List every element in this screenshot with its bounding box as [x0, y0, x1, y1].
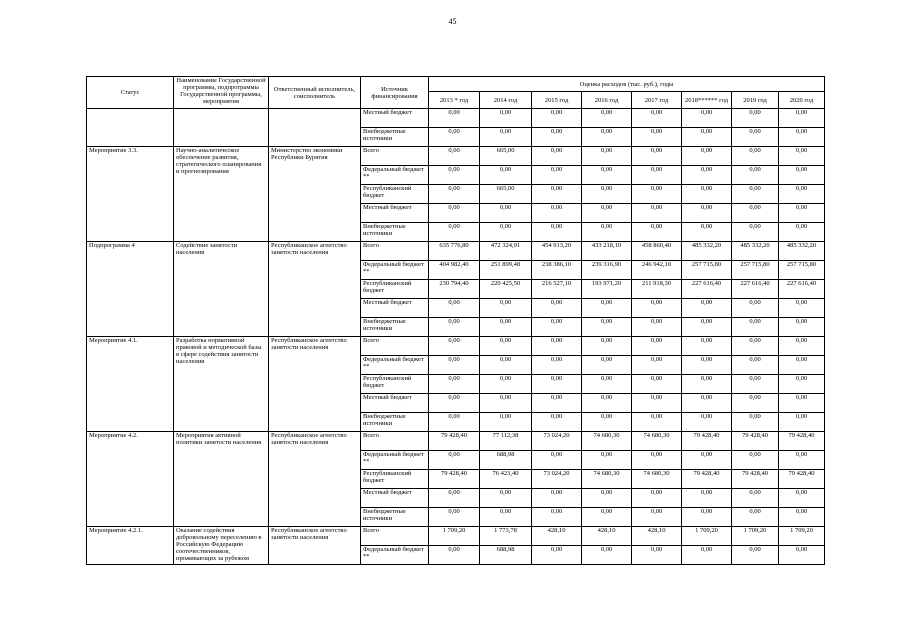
row-value: 1 773,78 [480, 527, 532, 546]
table-row [87, 432, 825, 451]
row-value: 0,00 [532, 508, 582, 527]
row-executor: Республиканское агентство занятости населения [269, 432, 361, 527]
page-number: 45 [448, 17, 457, 26]
row-value: 0,00 [632, 394, 682, 413]
row-value: 227 616,40 [779, 280, 825, 299]
row-value: 404 982,40 [429, 261, 480, 280]
row-value: 0,00 [682, 147, 732, 166]
row-value: 251 899,48 [480, 261, 532, 280]
table-body [87, 109, 825, 565]
row-value: 0,00 [532, 413, 582, 432]
row-source: Внебюджетные источники [361, 318, 429, 337]
row-value: 0,00 [582, 451, 632, 470]
row-value: 0,00 [682, 166, 732, 185]
row-value: 0,00 [480, 204, 532, 223]
row-value: 0,00 [429, 394, 480, 413]
row-value: 0,00 [732, 489, 779, 508]
row-value: 0,00 [532, 185, 582, 204]
row-value: 0,00 [582, 128, 632, 147]
header-year: 2013 * год [429, 92, 480, 109]
row-value: 0,00 [732, 546, 779, 565]
row-value: 0,00 [682, 451, 732, 470]
row-value: 0,00 [682, 204, 732, 223]
row-value: 0,00 [582, 166, 632, 185]
row-status: Мероприятие 4.1. [87, 337, 174, 432]
row-value: 257 715,80 [779, 261, 825, 280]
row-source: Всего [361, 432, 429, 451]
row-value: 0,00 [682, 223, 732, 242]
row-value: 0,00 [532, 489, 582, 508]
table-viewport [86, 76, 826, 578]
row-value: 0,00 [732, 128, 779, 147]
row-status [87, 109, 174, 147]
row-value: 635 776,80 [429, 242, 480, 261]
row-value: 77 112,38 [480, 432, 532, 451]
row-value: 0,00 [632, 508, 682, 527]
row-value: 0,00 [480, 413, 532, 432]
row-value: 0,00 [429, 375, 480, 394]
row-value: 0,00 [429, 451, 480, 470]
row-value: 246 942,10 [632, 261, 682, 280]
row-value: 0,00 [582, 356, 632, 375]
header-year: 2017 год [632, 92, 682, 109]
row-value: 0,00 [429, 223, 480, 242]
row-value: 0,00 [682, 508, 732, 527]
row-value: 74 680,30 [632, 470, 682, 489]
row-source: Внебюджетные источники [361, 413, 429, 432]
row-status: Мероприятие 4.2. [87, 432, 174, 527]
row-value: 0,00 [532, 337, 582, 356]
row-value: 0,00 [480, 356, 532, 375]
row-value: 0,00 [632, 489, 682, 508]
row-value: 0,00 [732, 413, 779, 432]
row-value: 0,00 [429, 185, 480, 204]
header-source: Источник финансирования [361, 77, 429, 109]
row-value: 0,00 [779, 147, 825, 166]
row-value: 0,00 [429, 166, 480, 185]
row-value: 0,00 [532, 546, 582, 565]
row-value: 238 386,10 [532, 261, 582, 280]
row-value: 0,00 [532, 204, 582, 223]
header-executor: Ответственный исполнитель, соисполнитель [269, 77, 361, 109]
row-value: 0,00 [582, 375, 632, 394]
row-value: 79 428,40 [779, 470, 825, 489]
row-source: Республиканский бюджет [361, 375, 429, 394]
row-source: Федеральный бюджет ** [361, 546, 429, 565]
row-value: 0,00 [632, 337, 682, 356]
row-value: 227 616,40 [682, 280, 732, 299]
row-name [174, 109, 269, 147]
row-name: Содействие занятости населения [174, 242, 269, 337]
row-value: 0,00 [732, 394, 779, 413]
row-value: 0,00 [429, 147, 480, 166]
row-value: 428,10 [532, 527, 582, 546]
row-value: 73 024,20 [532, 470, 582, 489]
row-executor [269, 109, 361, 147]
row-value: 79 428,40 [732, 470, 779, 489]
row-value: 0,00 [732, 166, 779, 185]
row-source: Местный бюджет [361, 394, 429, 413]
row-value: 0,00 [779, 223, 825, 242]
budget-table [86, 76, 825, 565]
row-value: 0,00 [532, 299, 582, 318]
row-value: 0,00 [532, 147, 582, 166]
header-status: Статус [87, 77, 174, 109]
header-year: 2018****** год [682, 92, 732, 109]
row-value: 0,00 [779, 413, 825, 432]
row-status: Подпрограмма 4 [87, 242, 174, 337]
row-value: 0,00 [682, 413, 732, 432]
table-row [87, 337, 825, 356]
row-value: 0,00 [732, 204, 779, 223]
row-source: Всего [361, 147, 429, 166]
row-value: 0,00 [582, 204, 632, 223]
row-value: 0,00 [682, 546, 732, 565]
row-value: 665,00 [480, 185, 532, 204]
row-value: 688,98 [480, 546, 532, 565]
row-executor: Министерство экономики Республики Бурятия [269, 147, 361, 242]
row-value: 0,00 [632, 128, 682, 147]
row-value: 0,00 [429, 356, 480, 375]
row-executor: Республиканское агентство занятости населения [269, 242, 361, 337]
row-source: Местный бюджет [361, 109, 429, 128]
row-value: 0,00 [682, 299, 732, 318]
row-value: 211 918,30 [632, 280, 682, 299]
header-estimate: Оценка расходов (тыс. руб.), годы [429, 77, 825, 92]
row-value: 665,00 [480, 147, 532, 166]
row-value: 0,00 [632, 204, 682, 223]
header-name [174, 77, 269, 109]
row-value: 0,00 [532, 394, 582, 413]
row-value: 0,00 [480, 375, 532, 394]
row-source: Федеральный бюджет ** [361, 451, 429, 470]
row-value: 79 428,40 [682, 432, 732, 451]
row-source: Республиканский бюджет [361, 470, 429, 489]
row-value: 0,00 [632, 223, 682, 242]
row-value: 79 428,40 [429, 432, 480, 451]
row-value: 0,00 [429, 204, 480, 223]
row-value: 0,00 [582, 318, 632, 337]
row-value: 230 794,40 [429, 280, 480, 299]
row-value: 0,00 [532, 356, 582, 375]
row-value: 0,00 [582, 337, 632, 356]
row-value: 0,00 [429, 337, 480, 356]
row-executor: Республиканское агентство занятости населения [269, 337, 361, 432]
row-value: 428,10 [582, 527, 632, 546]
row-status: Мероприятие 3.3. [87, 147, 174, 242]
row-value: 0,00 [779, 375, 825, 394]
row-value: 433 218,10 [582, 242, 632, 261]
row-value: 0,00 [779, 489, 825, 508]
row-name: Оказание содействия добровольному переселению в Российскую Федерацию соотечественников, проживающих за рубежом [174, 527, 269, 565]
row-value: 0,00 [632, 318, 682, 337]
row-source: Всего [361, 242, 429, 261]
row-value: 485 332,20 [779, 242, 825, 261]
table-row [87, 527, 825, 546]
row-value: 0,00 [779, 204, 825, 223]
row-value: 79 428,40 [682, 470, 732, 489]
row-source: Внебюджетные источники [361, 128, 429, 147]
row-value: 0,00 [480, 318, 532, 337]
row-value: 0,00 [429, 299, 480, 318]
row-value: 0,00 [532, 109, 582, 128]
row-value: 0,00 [682, 109, 732, 128]
row-value: 0,00 [429, 413, 480, 432]
row-value: 0,00 [732, 337, 779, 356]
row-value: 0,00 [632, 546, 682, 565]
row-value: 0,00 [779, 185, 825, 204]
row-value: 0,00 [582, 508, 632, 527]
row-value: 0,00 [429, 128, 480, 147]
row-name: Мероприятия активной политики занятости населения [174, 432, 269, 527]
header-name-text: Наименование Государственной программы, подпрограммы Государственной программы, мероприятия [176, 76, 266, 105]
row-value: 0,00 [582, 109, 632, 128]
row-value: 0,00 [582, 413, 632, 432]
row-value: 0,00 [582, 299, 632, 318]
table-header [87, 77, 825, 109]
row-source: Федеральный бюджет ** [361, 356, 429, 375]
row-value: 472 324,91 [480, 242, 532, 261]
row-value: 0,00 [429, 109, 480, 128]
row-source: Местный бюджет [361, 299, 429, 318]
row-value: 0,00 [632, 375, 682, 394]
header-year: 2020 год [779, 92, 825, 109]
row-value: 0,00 [779, 109, 825, 128]
row-value: 454 913,20 [532, 242, 582, 261]
header-year: 2014 год [480, 92, 532, 109]
row-value: 0,00 [682, 489, 732, 508]
row-value: 485 332,20 [732, 242, 779, 261]
row-value: 0,00 [682, 128, 732, 147]
row-value: 74 680,30 [582, 470, 632, 489]
row-value: 0,00 [480, 128, 532, 147]
row-value: 0,00 [632, 147, 682, 166]
row-value: 1 709,20 [429, 527, 480, 546]
row-source: Федеральный бюджет ** [361, 166, 429, 185]
row-value: 0,00 [480, 337, 532, 356]
row-value: 257 715,80 [732, 261, 779, 280]
row-value: 0,00 [480, 166, 532, 185]
row-value: 1 709,20 [732, 527, 779, 546]
row-source: Внебюджетные источники [361, 508, 429, 527]
row-value: 428,10 [632, 527, 682, 546]
row-value: 0,00 [632, 299, 682, 318]
row-value: 79 428,40 [779, 432, 825, 451]
row-value: 227 616,40 [732, 280, 779, 299]
row-value: 0,00 [480, 109, 532, 128]
row-value: 0,00 [682, 318, 732, 337]
row-value: 0,00 [632, 166, 682, 185]
row-value: 0,00 [779, 546, 825, 565]
row-value: 74 680,30 [632, 432, 682, 451]
row-value: 0,00 [582, 185, 632, 204]
table-row [87, 147, 825, 166]
row-value: 74 680,30 [582, 432, 632, 451]
row-value: 0,00 [480, 394, 532, 413]
table-row [87, 242, 825, 261]
row-status: Мероприятие 4.2.1. [87, 527, 174, 565]
row-value: 0,00 [632, 413, 682, 432]
row-value: 0,00 [582, 546, 632, 565]
header-year: 2015 год [532, 92, 582, 109]
row-value: 0,00 [732, 223, 779, 242]
row-source: Внебюджетные источники [361, 223, 429, 242]
row-value: 1 709,20 [779, 527, 825, 546]
row-value: 485 332,20 [682, 242, 732, 261]
row-name: Научно-аналитическое обеспечение развития, стратегического планирования и прогнозирования [174, 147, 269, 242]
row-value: 0,00 [732, 356, 779, 375]
row-value: 0,00 [632, 451, 682, 470]
row-value: 0,00 [682, 375, 732, 394]
header-year: 2016 год [582, 92, 632, 109]
row-value: 79 428,40 [429, 470, 480, 489]
row-name: Разработка нормативной правовой и методической базы в сфере содействия занятости населения [174, 337, 269, 432]
row-value: 0,00 [732, 451, 779, 470]
row-value: 0,00 [779, 166, 825, 185]
row-value: 0,00 [582, 394, 632, 413]
row-value: 458 860,40 [632, 242, 682, 261]
row-value: 0,00 [429, 318, 480, 337]
row-executor: Республиканское агентство занятости населения [269, 527, 361, 565]
row-value: 73 024,20 [532, 432, 582, 451]
row-value: 0,00 [480, 223, 532, 242]
row-value: 0,00 [582, 147, 632, 166]
row-value: 0,00 [480, 489, 532, 508]
row-value: 0,00 [632, 109, 682, 128]
row-value: 0,00 [779, 508, 825, 527]
row-value: 0,00 [779, 318, 825, 337]
row-value: 0,00 [632, 356, 682, 375]
row-value: 0,00 [732, 109, 779, 128]
row-value: 220 425,50 [480, 280, 532, 299]
row-value: 0,00 [779, 356, 825, 375]
row-source: Всего [361, 337, 429, 356]
row-value: 0,00 [532, 318, 582, 337]
row-value: 0,00 [682, 337, 732, 356]
row-value: 0,00 [682, 185, 732, 204]
row-value: 76 423,40 [480, 470, 532, 489]
table-row [87, 109, 825, 128]
row-value: 0,00 [532, 375, 582, 394]
row-value: 0,00 [779, 394, 825, 413]
row-value: 0,00 [532, 166, 582, 185]
row-source: Всего [361, 527, 429, 546]
row-value: 0,00 [779, 128, 825, 147]
row-value: 0,00 [480, 299, 532, 318]
row-value: 1 709,20 [682, 527, 732, 546]
row-value: 0,00 [779, 299, 825, 318]
header-year: 2019 год [732, 92, 779, 109]
row-value: 0,00 [532, 128, 582, 147]
row-value: 257 715,80 [682, 261, 732, 280]
row-value: 193 971,20 [582, 280, 632, 299]
row-source: Республиканский бюджет [361, 185, 429, 204]
row-value: 216 527,10 [532, 280, 582, 299]
row-value: 0,00 [732, 508, 779, 527]
row-value: 0,00 [532, 223, 582, 242]
row-value: 0,00 [429, 546, 480, 565]
row-value: 239 316,90 [582, 261, 632, 280]
row-source: Местный бюджет [361, 204, 429, 223]
row-value: 688,98 [480, 451, 532, 470]
row-value: 0,00 [732, 147, 779, 166]
row-value: 0,00 [429, 508, 480, 527]
row-source: Федеральный бюджет ** [361, 261, 429, 280]
row-value: 0,00 [582, 489, 632, 508]
row-value: 0,00 [480, 508, 532, 527]
row-value: 0,00 [732, 185, 779, 204]
row-source: Местный бюджет [361, 489, 429, 508]
row-value: 79 428,40 [732, 432, 779, 451]
row-value: 0,00 [732, 299, 779, 318]
row-value: 0,00 [732, 318, 779, 337]
row-value: 0,00 [779, 451, 825, 470]
row-value: 0,00 [582, 223, 632, 242]
row-value: 0,00 [732, 375, 779, 394]
row-value: 0,00 [532, 451, 582, 470]
row-value: 0,00 [429, 489, 480, 508]
row-value: 0,00 [779, 337, 825, 356]
row-value: 0,00 [632, 185, 682, 204]
row-value: 0,00 [682, 394, 732, 413]
row-source: Республиканский бюджет [361, 280, 429, 299]
row-value: 0,00 [682, 356, 732, 375]
